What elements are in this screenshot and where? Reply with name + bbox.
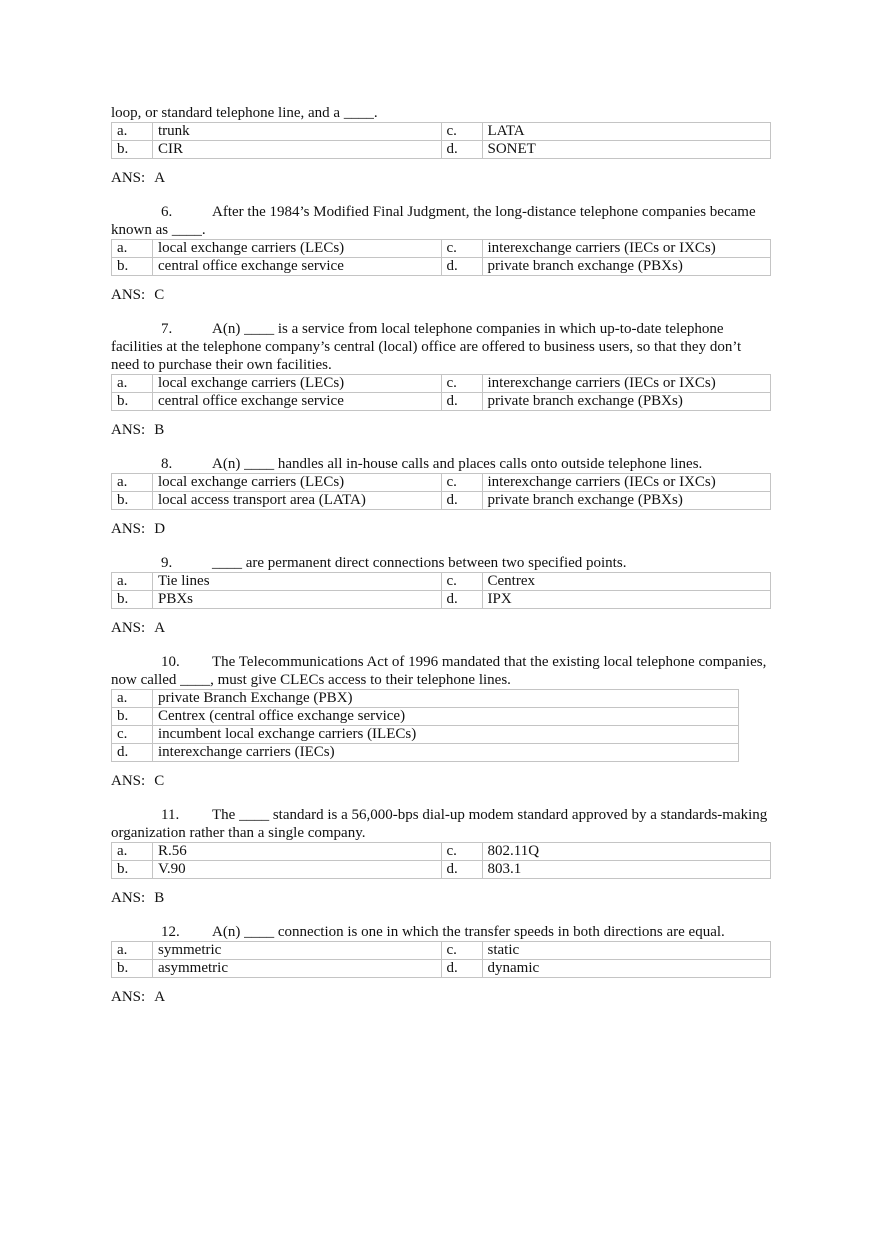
option-letter: c. — [441, 573, 482, 591]
option-row — [112, 744, 739, 762]
option-row — [112, 141, 771, 159]
answer-value: A — [154, 989, 166, 1005]
option-text: 803.1 — [482, 861, 771, 879]
option-row — [112, 474, 771, 492]
option-text: static — [482, 942, 771, 960]
question-number: 8. — [161, 456, 173, 472]
option-text: R.56 — [153, 843, 442, 861]
options-table — [111, 122, 771, 159]
question-text — [111, 203, 771, 239]
question-text — [111, 806, 771, 842]
option-text: CIR — [153, 141, 442, 159]
question-text — [111, 923, 771, 941]
option-text: Centrex — [482, 573, 771, 591]
question-number: 6. — [161, 204, 173, 220]
option-row — [112, 942, 771, 960]
option-text: central office exchange service — [153, 258, 442, 276]
option-row — [112, 573, 771, 591]
option-text: local exchange carriers (LECs) — [153, 375, 442, 393]
question-stem: The Telecommunications Act of 1996 mandated that the existing local telephone companies, now called ____, must give CLECs access to their telephone lines. — [111, 654, 767, 688]
option-row — [112, 240, 771, 258]
answer-value: C — [154, 773, 165, 789]
option-row — [112, 258, 771, 276]
option-text: local exchange carriers (LECs) — [153, 240, 442, 258]
question-block — [111, 653, 771, 790]
option-letter: c. — [441, 240, 482, 258]
option-letter: c. — [441, 843, 482, 861]
question-stem: The ____ standard is a 56,000-bps dial-up modem standard approved by a standards-making organization rather than a single company. — [111, 807, 768, 841]
question-number: 9. — [161, 555, 173, 571]
answer-line — [111, 421, 771, 439]
options-table — [111, 572, 771, 609]
option-text: interexchange carriers (IECs or IXCs) — [482, 474, 771, 492]
answer-value: B — [154, 890, 165, 906]
option-letter: a. — [112, 690, 153, 708]
option-row — [112, 591, 771, 609]
question-stem: After the 1984’s Modified Final Judgment, the long-distance telephone companies became known as ____. — [111, 204, 756, 238]
option-letter: c. — [441, 375, 482, 393]
option-letter: a. — [112, 474, 153, 492]
option-text: interexchange carriers (IECs) — [153, 744, 739, 762]
answer-line — [111, 169, 771, 187]
option-text: V.90 — [153, 861, 442, 879]
option-letter: b. — [112, 861, 153, 879]
option-text: private branch exchange (PBXs) — [482, 492, 771, 510]
question-number: 12. — [161, 924, 180, 940]
option-letter: c. — [441, 942, 482, 960]
option-row — [112, 123, 771, 141]
option-letter: d. — [441, 492, 482, 510]
option-text: trunk — [153, 123, 442, 141]
answer-line — [111, 772, 771, 790]
option-letter: d. — [441, 960, 482, 978]
option-letter: b. — [112, 960, 153, 978]
answer-value: A — [154, 170, 166, 186]
question-stem: A(n) ____ is a service from local telephone companies in which up-to-date telephone facilities at the telephone company’s central (local) office are offered to business users, so that they don’t need to purchase their own facilities. — [111, 321, 742, 373]
option-row — [112, 843, 771, 861]
option-text: SONET — [482, 141, 771, 159]
option-row — [112, 375, 771, 393]
answer-line — [111, 619, 771, 637]
option-letter: a. — [112, 375, 153, 393]
option-letter: b. — [112, 708, 153, 726]
answer-line — [111, 286, 771, 304]
option-letter: d. — [112, 744, 153, 762]
option-text: Centrex (central office exchange service) — [153, 708, 739, 726]
document-page — [111, 104, 771, 1022]
option-text: private branch exchange (PBXs) — [482, 393, 771, 411]
question-number: 11. — [161, 807, 180, 823]
option-row — [112, 690, 739, 708]
question-number: 7. — [161, 321, 173, 337]
answer-line — [111, 520, 771, 538]
option-letter: b. — [112, 492, 153, 510]
answer-line — [111, 889, 771, 907]
question-block — [111, 455, 771, 538]
question-block — [111, 806, 771, 907]
answer-label: ANS: — [111, 287, 146, 303]
option-letter: b. — [112, 591, 153, 609]
option-letter: d. — [441, 591, 482, 609]
question-block — [111, 923, 771, 1006]
option-text: Tie lines — [153, 573, 442, 591]
option-text: 802.11Q — [482, 843, 771, 861]
answer-label: ANS: — [111, 989, 146, 1005]
answer-label: ANS: — [111, 620, 146, 636]
question-block — [111, 320, 771, 439]
options-table — [111, 374, 771, 411]
option-text: private Branch Exchange (PBX) — [153, 690, 739, 708]
option-row — [112, 492, 771, 510]
answer-value: A — [154, 620, 166, 636]
option-letter: d. — [441, 393, 482, 411]
option-letter: c. — [112, 726, 153, 744]
option-row — [112, 960, 771, 978]
option-letter: d. — [441, 141, 482, 159]
question-block — [111, 104, 771, 187]
question-text — [111, 104, 771, 122]
options-table — [111, 941, 771, 978]
option-letter: a. — [112, 843, 153, 861]
option-letter: a. — [112, 240, 153, 258]
question-stem: ____ are permanent direct connections between two specified points. — [212, 555, 627, 571]
option-text: symmetric — [153, 942, 442, 960]
option-letter: b. — [112, 258, 153, 276]
options-table — [111, 842, 771, 879]
option-letter: a. — [112, 573, 153, 591]
option-text: local access transport area (LATA) — [153, 492, 442, 510]
answer-label: ANS: — [111, 773, 146, 789]
options-table — [111, 473, 771, 510]
answer-value: D — [154, 521, 166, 537]
question-text — [111, 653, 771, 689]
option-letter: d. — [441, 258, 482, 276]
answer-value: C — [154, 287, 165, 303]
option-letter: c. — [441, 123, 482, 141]
option-row — [112, 708, 739, 726]
option-text: dynamic — [482, 960, 771, 978]
option-text: PBXs — [153, 591, 442, 609]
question-block — [111, 554, 771, 637]
question-stem: loop, or standard telephone line, and a ____. — [111, 105, 378, 121]
question-stem: A(n) ____ handles all in-house calls and places calls onto outside telephone lines. — [212, 456, 703, 472]
option-text: incumbent local exchange carriers (ILECs) — [153, 726, 739, 744]
option-text: local exchange carriers (LECs) — [153, 474, 442, 492]
answer-line — [111, 988, 771, 1006]
question-number: 10. — [161, 654, 180, 670]
options-table — [111, 239, 771, 276]
option-text: interexchange carriers (IECs or IXCs) — [482, 240, 771, 258]
question-text — [111, 554, 771, 572]
option-text: IPX — [482, 591, 771, 609]
option-row — [112, 861, 771, 879]
option-letter: b. — [112, 393, 153, 411]
option-text: interexchange carriers (IECs or IXCs) — [482, 375, 771, 393]
option-row — [112, 393, 771, 411]
answer-label: ANS: — [111, 521, 146, 537]
answer-value: B — [154, 422, 165, 438]
question-block — [111, 203, 771, 304]
option-letter: b. — [112, 141, 153, 159]
answer-label: ANS: — [111, 422, 146, 438]
question-stem: A(n) ____ connection is one in which the transfer speeds in both directions are equal. — [212, 924, 725, 940]
option-row — [112, 726, 739, 744]
option-text: private branch exchange (PBXs) — [482, 258, 771, 276]
option-text: LATA — [482, 123, 771, 141]
question-text — [111, 455, 771, 473]
question-text — [111, 320, 771, 374]
option-text: asymmetric — [153, 960, 442, 978]
option-letter: c. — [441, 474, 482, 492]
answer-label: ANS: — [111, 890, 146, 906]
option-letter: a. — [112, 942, 153, 960]
option-text: central office exchange service — [153, 393, 442, 411]
option-letter: d. — [441, 861, 482, 879]
option-letter: a. — [112, 123, 153, 141]
options-table — [111, 689, 739, 762]
answer-label: ANS: — [111, 170, 146, 186]
